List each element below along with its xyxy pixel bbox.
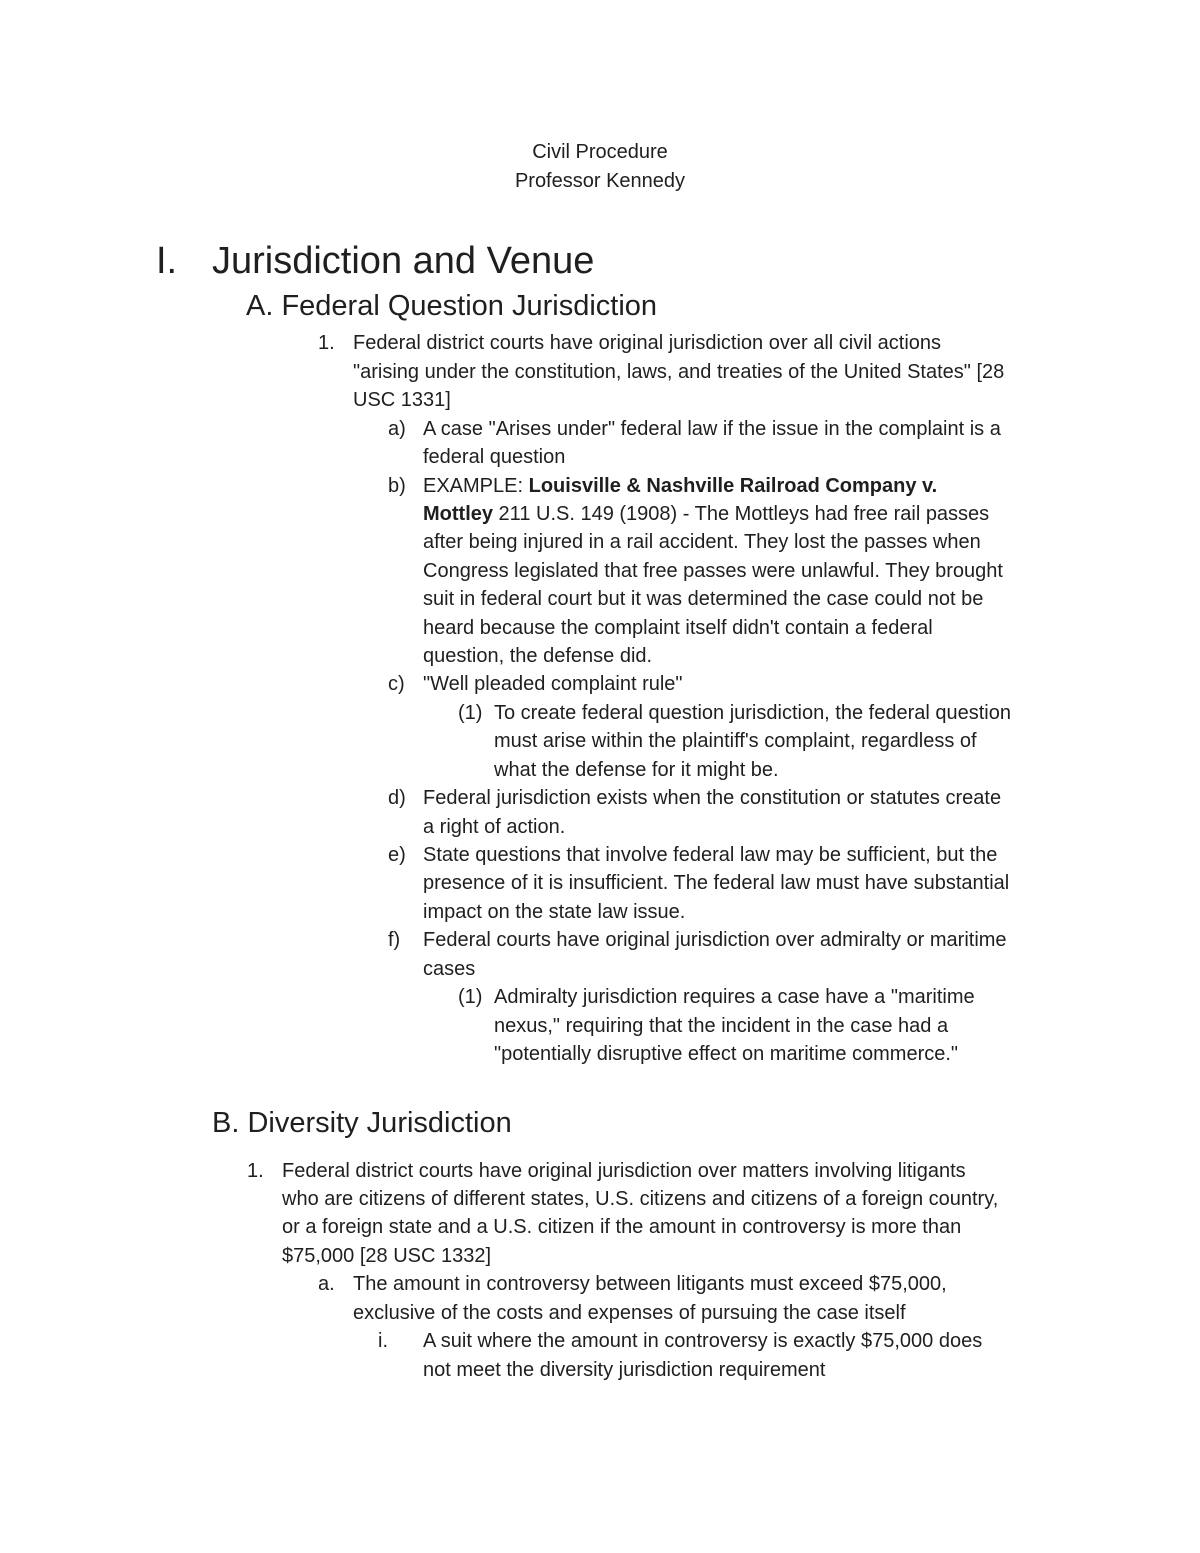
list-item-line: Federal district courts have original jurisdiction over matters involving litigants xyxy=(282,1160,966,1182)
course-title: Civil Procedure xyxy=(532,141,668,163)
list-item-line: heard because the complaint itself didn't contain a federal xyxy=(423,617,933,639)
list-item-line: Congress legislated that free passes were unlawful. They brought xyxy=(423,560,1003,582)
list-item-line: cases xyxy=(423,958,476,980)
list-item-line: Admiralty jurisdiction requires a case have a "maritime xyxy=(494,986,975,1008)
list-item-line: impact on the state law issue. xyxy=(423,901,686,923)
list-item-line: "arising under the constitution, laws, and treaties of the United States" [28 xyxy=(353,361,1005,383)
list-item-line: suit in federal court but it was determined the case could not be xyxy=(423,588,984,610)
list-marker: 1. xyxy=(318,332,335,354)
case-name: Mottley xyxy=(423,503,493,525)
list-item-line: what the defense for it might be. xyxy=(494,759,779,781)
list-item-line: presence of it is insufficient. The federal law must have substantial xyxy=(423,872,1010,894)
section-A-title: A. Federal Question Jurisdiction xyxy=(246,290,658,322)
list-item-line: Federal district courts have original jurisdiction over all civil actions xyxy=(353,332,942,354)
list-item-line: A case "Arises under" federal law if the issue in the complaint is a xyxy=(423,418,1001,440)
list-item-line: not meet the diversity jurisdiction requirement xyxy=(423,1359,826,1381)
list-item-line: must arise within the plaintiff's complaint, regardless of xyxy=(494,730,977,752)
list-item-line: $75,000 [28 USC 1332] xyxy=(282,1245,492,1267)
list-item-line: State questions that involve federal law may be sufficient, but the xyxy=(423,844,998,866)
list-marker: (1) xyxy=(458,986,483,1008)
list-item-line: question, the defense did. xyxy=(423,645,653,667)
list-marker: d) xyxy=(388,787,406,809)
list-marker: e) xyxy=(388,844,406,866)
list-item-line: A suit where the amount in controversy is exactly $75,000 does xyxy=(423,1330,983,1352)
list-item-line: or a foreign state and a U.S. citizen if the amount in controversy is more than xyxy=(282,1216,962,1238)
list-item-line: "Well pleaded complaint rule" xyxy=(423,673,683,695)
list-marker: a. xyxy=(318,1273,335,1295)
list-marker: a) xyxy=(388,418,406,440)
list-item-line: Federal jurisdiction exists when the constitution or statutes create xyxy=(423,787,1002,809)
section-I-marker: I. xyxy=(156,240,178,282)
section-I-title: Jurisdiction and Venue xyxy=(212,240,595,282)
example-citation-line xyxy=(423,503,989,526)
list-item-line: To create federal question jurisdiction, the federal question xyxy=(494,702,1011,724)
list-marker: c) xyxy=(388,673,405,695)
list-marker: i. xyxy=(378,1330,388,1352)
list-marker: b) xyxy=(388,475,406,497)
list-item-line: USC 1331] xyxy=(353,389,451,411)
section-B-title: B. Diversity Jurisdiction xyxy=(212,1107,512,1139)
list-marker: f) xyxy=(388,929,401,951)
list-item-line: exclusive of the costs and expenses of pursuing the case itself xyxy=(353,1302,906,1324)
list-item-line: Federal courts have original jurisdiction over admiralty or maritime xyxy=(423,929,1007,951)
example-label: EXAMPLE: xyxy=(423,475,529,497)
case-citation: 211 U.S. 149 (1908) - The Mottleys had free rail passes xyxy=(493,503,990,525)
list-item-line: nexus," requiring that the incident in the case had a xyxy=(494,1015,949,1037)
list-item-line: federal question xyxy=(423,446,566,468)
list-item-line: after being injured in a rail accident. They lost the passes when xyxy=(423,531,981,553)
list-item-line: a right of action. xyxy=(423,816,566,838)
list-marker: (1) xyxy=(458,702,483,724)
case-name: Louisville & Nashville Railroad Company v. xyxy=(528,475,938,497)
professor-name: Professor Kennedy xyxy=(514,170,686,192)
list-marker: 1. xyxy=(247,1160,264,1182)
list-item-line: The amount in controversy between litigants must exceed $75,000, xyxy=(353,1273,947,1295)
list-item-line: who are citizens of different states, U.S. citizens and citizens of a foreign country, xyxy=(282,1188,999,1210)
example-line xyxy=(423,475,937,498)
list-item-line: "potentially disruptive effect on maritime commerce." xyxy=(494,1043,959,1065)
